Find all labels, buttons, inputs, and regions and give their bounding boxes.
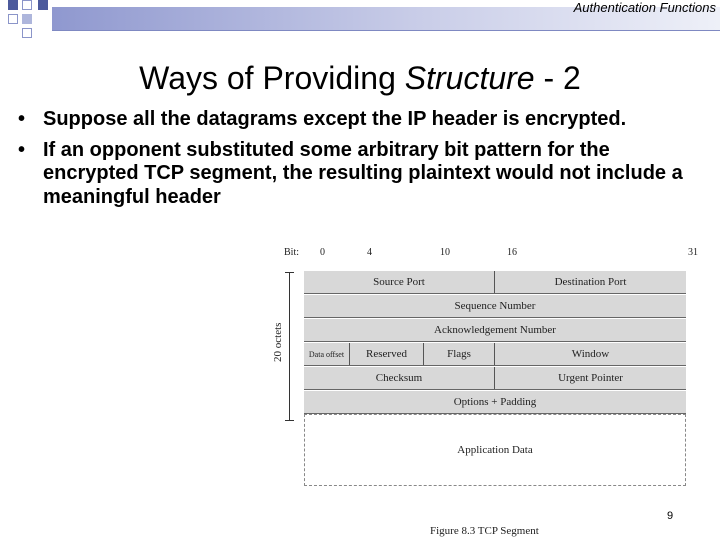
destination-port-cell: Destination Port xyxy=(554,276,627,288)
application-data-cell: Application Data xyxy=(304,414,686,486)
ruler-tick xyxy=(285,420,294,421)
reserved-cell: Reserved xyxy=(350,343,424,365)
bit-mark: 31 xyxy=(688,247,698,258)
bit-mark: 16 xyxy=(507,247,517,258)
bit-mark: 0 xyxy=(320,247,325,258)
deco-square xyxy=(38,0,48,10)
header-row xyxy=(304,390,686,414)
bullet-dot: • xyxy=(18,138,26,161)
deco-square xyxy=(22,14,32,24)
title-suffix: - 2 xyxy=(534,60,581,96)
bullet-dot: • xyxy=(18,108,26,130)
octet-ruler xyxy=(289,272,290,420)
ack-number-cell: Acknowledgement Number xyxy=(434,324,556,336)
checksum-cell: Checksum xyxy=(304,367,495,389)
flags-cell: Flags xyxy=(424,343,495,365)
deco-square xyxy=(8,0,18,10)
sequence-number-cell: Sequence Number xyxy=(454,300,536,312)
header-row xyxy=(304,342,686,366)
deco-square xyxy=(8,14,18,24)
title-italic: Structure xyxy=(404,60,535,96)
source-port-cell: Source Port xyxy=(304,271,495,293)
header-row xyxy=(304,366,686,390)
bullet-text: If an opponent substituted some arbitrary bit pattern for the encrypted TCP segment, the resulting plaintext would not include a meaningful header xyxy=(43,138,683,208)
deco-square xyxy=(22,28,32,38)
bit-mark: 10 xyxy=(440,247,450,258)
bullet-list xyxy=(18,108,708,216)
header-row xyxy=(304,294,686,318)
page-number: 9 xyxy=(667,510,674,522)
bullet-text: Suppose all the datagrams except the IP header is encrypted. xyxy=(43,108,627,130)
bit-label: Bit: xyxy=(284,247,300,258)
ruler-tick xyxy=(285,272,294,273)
slide-title xyxy=(0,60,720,97)
header-row xyxy=(304,318,686,342)
tcp-segment-figure xyxy=(270,242,720,540)
bit-mark: 4 xyxy=(367,247,372,258)
figure-caption: Figure 8.3 TCP Segment xyxy=(430,525,539,537)
title-plain: Ways of Providing xyxy=(139,60,405,96)
header-rule xyxy=(52,30,720,31)
urgent-pointer-cell: Urgent Pointer xyxy=(558,372,623,384)
section-header: Authentication Functions xyxy=(573,0,716,15)
data-offset-cell: Data offset xyxy=(304,343,350,365)
deco-square xyxy=(22,0,32,10)
window-cell: Window xyxy=(571,348,610,360)
options-padding-cell: Options + Padding xyxy=(453,396,537,408)
octets-label: 20 octets xyxy=(272,322,284,362)
bullet-item xyxy=(18,139,708,210)
bullet-item xyxy=(18,108,708,132)
header-row xyxy=(304,270,686,294)
